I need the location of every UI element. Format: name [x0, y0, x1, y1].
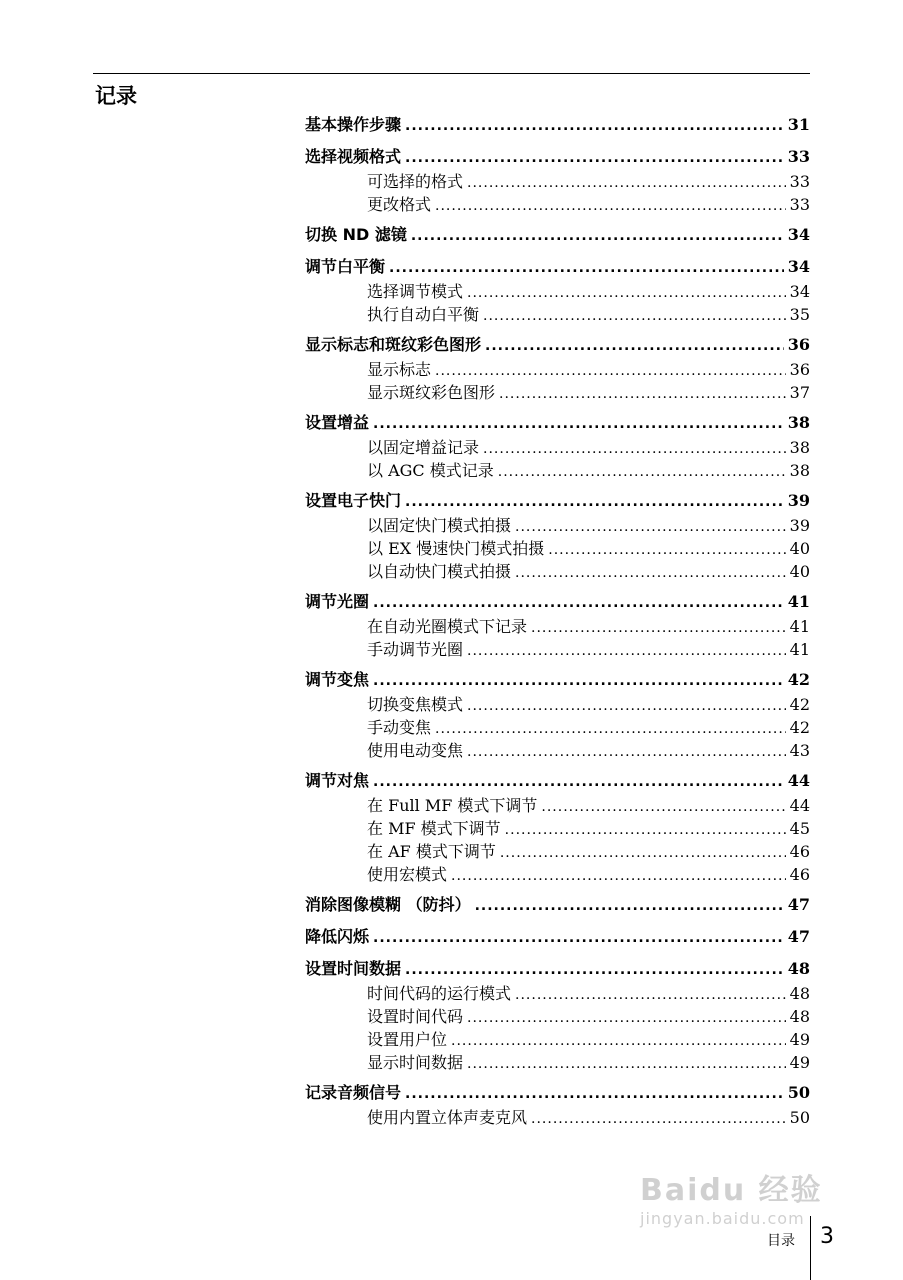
- toc-subentry[interactable]: [305, 794, 810, 817]
- entry-page-number: 34: [789, 282, 810, 301]
- entry-label: 在 MF 模式下调节: [367, 819, 501, 838]
- entry-page-number: 42: [789, 695, 810, 714]
- entry-page-number: 46: [789, 842, 810, 861]
- footer-label: 目录: [767, 1233, 795, 1249]
- toc-subentry[interactable]: [305, 560, 810, 583]
- entry-page-number: 50: [789, 1108, 810, 1127]
- entry-page-number: 36: [789, 360, 810, 379]
- entry-label: 以固定快门模式拍摄: [367, 516, 512, 535]
- dot-leader: [373, 668, 784, 694]
- toc-subentry[interactable]: [305, 381, 810, 404]
- entry-label: 调节光圈: [305, 592, 370, 611]
- entry-label: 以 AGC 模式记录: [367, 461, 494, 480]
- entry-label: 在自动光圈模式下记录: [367, 617, 528, 636]
- dot-leader: [475, 893, 784, 919]
- watermark-logo: Baidu 经验: [640, 1173, 823, 1208]
- entry-page-number: 47: [787, 895, 810, 914]
- dot-leader: [485, 333, 784, 359]
- toc-subentry[interactable]: [305, 193, 810, 216]
- dot-leader: [405, 489, 784, 515]
- entry-page-number: 48: [789, 984, 810, 1003]
- dot-leader: [467, 282, 786, 305]
- toc-subentry[interactable]: [305, 739, 810, 762]
- toc-subentry[interactable]: [305, 459, 810, 482]
- dot-leader: [389, 255, 784, 281]
- toc-entry[interactable]: [305, 956, 810, 982]
- toc-subentry[interactable]: [305, 615, 810, 638]
- dot-leader: [467, 1007, 786, 1030]
- entry-label: 调节对焦: [305, 771, 370, 790]
- entry-page-number: 49: [789, 1053, 810, 1072]
- entry-label: 调节变焦: [305, 670, 370, 689]
- entry-page-number: 34: [787, 257, 810, 276]
- entry-page-number: 40: [789, 562, 810, 581]
- toc-subentry[interactable]: [305, 1005, 810, 1028]
- entry-page-number: 31: [787, 115, 810, 134]
- entry-page-number: 40: [789, 539, 810, 558]
- dot-leader: [500, 842, 786, 865]
- dot-leader: [515, 516, 786, 539]
- entry-label: 消除图像模糊 （防抖）: [305, 895, 471, 914]
- toc-subentry[interactable]: [305, 982, 810, 1005]
- entry-page-number: 46: [789, 865, 810, 884]
- entry-page-number: 39: [789, 516, 810, 535]
- entry-label: 选择视频格式: [305, 147, 402, 166]
- toc-subentry[interactable]: [305, 436, 810, 459]
- entry-page-number: 44: [789, 796, 810, 815]
- entry-page-number: 50: [787, 1083, 810, 1102]
- entry-label: 可选择的格式: [367, 172, 464, 191]
- dot-leader: [467, 1053, 786, 1076]
- page-number: 3: [820, 1224, 834, 1249]
- entry-page-number: 43: [789, 741, 810, 760]
- dot-leader: [435, 718, 786, 741]
- entry-page-number: 33: [789, 195, 810, 214]
- toc-entry[interactable]: [305, 332, 810, 358]
- dot-leader: [467, 695, 786, 718]
- toc-subentry[interactable]: [305, 863, 810, 886]
- entry-label: 设置电子快门: [305, 491, 402, 510]
- toc-subentry[interactable]: [305, 638, 810, 661]
- dot-leader: [515, 562, 786, 585]
- entry-label: 设置时间代码: [367, 1007, 464, 1026]
- entry-page-number: 41: [787, 592, 810, 611]
- entry-label: 以 EX 慢速快门模式拍摄: [367, 539, 545, 558]
- entry-label: 使用宏模式: [367, 865, 448, 884]
- entry-page-number: 41: [789, 617, 810, 636]
- footer-rule: [810, 1216, 811, 1280]
- entry-page-number: 47: [787, 927, 810, 946]
- entry-page-number: 38: [789, 461, 810, 480]
- toc-subentry[interactable]: [305, 817, 810, 840]
- entry-label: 手动调节光圈: [367, 640, 464, 659]
- entry-page-number: 45: [789, 819, 810, 838]
- toc-subentry[interactable]: [305, 358, 810, 381]
- top-rule: [93, 73, 810, 74]
- dot-leader: [531, 617, 786, 640]
- entry-label: 降低闪烁: [305, 927, 370, 946]
- entry-label: 记录音频信号: [305, 1083, 402, 1102]
- toc-subentry[interactable]: [305, 1051, 810, 1074]
- dot-leader: [373, 925, 784, 951]
- dot-leader: [373, 590, 784, 616]
- toc-entry[interactable]: [305, 222, 810, 248]
- dot-leader: [541, 796, 785, 819]
- entry-page-number: 38: [787, 413, 810, 432]
- entry-label: 在 Full MF 模式下调节: [367, 796, 538, 815]
- entry-label: 以固定增益记录: [367, 438, 480, 457]
- toc-entry[interactable]: [305, 488, 810, 514]
- toc-subentry[interactable]: [305, 1028, 810, 1051]
- entry-label: 使用电动变焦: [367, 741, 464, 760]
- entry-page-number: 42: [787, 670, 810, 689]
- dot-leader: [531, 1108, 786, 1131]
- entry-label: 时间代码的运行模式: [367, 984, 512, 1003]
- entry-label: 显示标志: [367, 360, 432, 379]
- entry-label: 设置用户位: [367, 1030, 448, 1049]
- entry-label: 显示时间数据: [367, 1053, 464, 1072]
- entry-label: 设置时间数据: [305, 959, 402, 978]
- toc-entry[interactable]: [305, 924, 810, 950]
- dot-leader: [467, 640, 786, 663]
- dot-leader: [435, 360, 786, 383]
- toc-entry[interactable]: [305, 254, 810, 280]
- toc-entry[interactable]: [305, 144, 810, 170]
- dot-leader: [373, 411, 784, 437]
- watermark-url: jingyan.baidu.com: [640, 1209, 805, 1228]
- entry-label: 使用内置立体声麦克风: [367, 1108, 528, 1127]
- dot-leader: [373, 769, 784, 795]
- entry-label: 手动变焦: [367, 718, 432, 737]
- toc-entry[interactable]: [305, 768, 810, 794]
- toc-entry[interactable]: [305, 667, 810, 693]
- dot-leader: [467, 172, 786, 195]
- dot-leader: [483, 305, 786, 328]
- entry-label: 显示标志和斑纹彩色图形: [305, 335, 482, 354]
- entry-page-number: 33: [787, 147, 810, 166]
- dot-leader: [499, 383, 786, 406]
- toc-subentry[interactable]: [305, 514, 810, 537]
- toc-subentry[interactable]: [305, 280, 810, 303]
- entry-label: 选择调节模式: [367, 282, 464, 301]
- dot-leader: [515, 984, 786, 1007]
- toc-subentry[interactable]: [305, 693, 810, 716]
- dot-leader: [451, 1030, 786, 1053]
- dot-leader: [405, 1081, 784, 1107]
- entry-page-number: 41: [789, 640, 810, 659]
- entry-label: 显示斑纹彩色图形: [367, 383, 496, 402]
- entry-label: 执行自动白平衡: [367, 305, 480, 324]
- dot-leader: [435, 195, 786, 218]
- entry-page-number: 48: [789, 1007, 810, 1026]
- entry-page-number: 49: [789, 1030, 810, 1049]
- entry-label: 以自动快门模式拍摄: [367, 562, 512, 581]
- section-title: 记录: [95, 84, 137, 108]
- toc-entry[interactable]: [305, 410, 810, 436]
- dot-leader: [467, 741, 786, 764]
- entry-page-number: 37: [789, 383, 810, 402]
- entry-page-number: 35: [789, 305, 810, 324]
- toc-subentry[interactable]: [305, 716, 810, 739]
- entry-page-number: 44: [787, 771, 810, 790]
- dot-leader: [498, 461, 786, 484]
- entry-page-number: 39: [787, 491, 810, 510]
- toc-entry[interactable]: [305, 1080, 810, 1106]
- dot-leader: [405, 145, 784, 171]
- entry-label: 调节白平衡: [305, 257, 386, 276]
- entry-page-number: 34: [787, 225, 810, 244]
- dot-leader: [411, 223, 784, 249]
- toc-subentry[interactable]: [305, 537, 810, 560]
- entry-page-number: 42: [789, 718, 810, 737]
- dot-leader: [548, 539, 785, 562]
- dot-leader: [451, 865, 786, 888]
- entry-page-number: 48: [787, 959, 810, 978]
- entry-page-number: 38: [789, 438, 810, 457]
- toc-subentry[interactable]: [305, 170, 810, 193]
- entry-page-number: 36: [787, 335, 810, 354]
- toc-entry[interactable]: [305, 112, 810, 138]
- dot-leader: [483, 438, 786, 461]
- dot-leader: [505, 819, 786, 842]
- entry-label: 切换变焦模式: [367, 695, 464, 714]
- entry-page-number: 33: [789, 172, 810, 191]
- entry-label: 设置增益: [305, 413, 370, 432]
- entry-label: 更改格式: [367, 195, 432, 214]
- entry-label: 切换 ND 滤镜: [305, 225, 407, 244]
- dot-leader: [405, 113, 784, 139]
- toc-subentry[interactable]: [305, 840, 810, 863]
- dot-leader: [405, 957, 784, 983]
- toc-subentry[interactable]: [305, 1106, 810, 1129]
- table-of-contents: [305, 112, 810, 1129]
- toc-subentry[interactable]: [305, 303, 810, 326]
- toc-entry[interactable]: [305, 589, 810, 615]
- entry-label: 基本操作步骤: [305, 115, 402, 134]
- entry-label: 在 AF 模式下调节: [367, 842, 496, 861]
- toc-entry[interactable]: [305, 892, 810, 918]
